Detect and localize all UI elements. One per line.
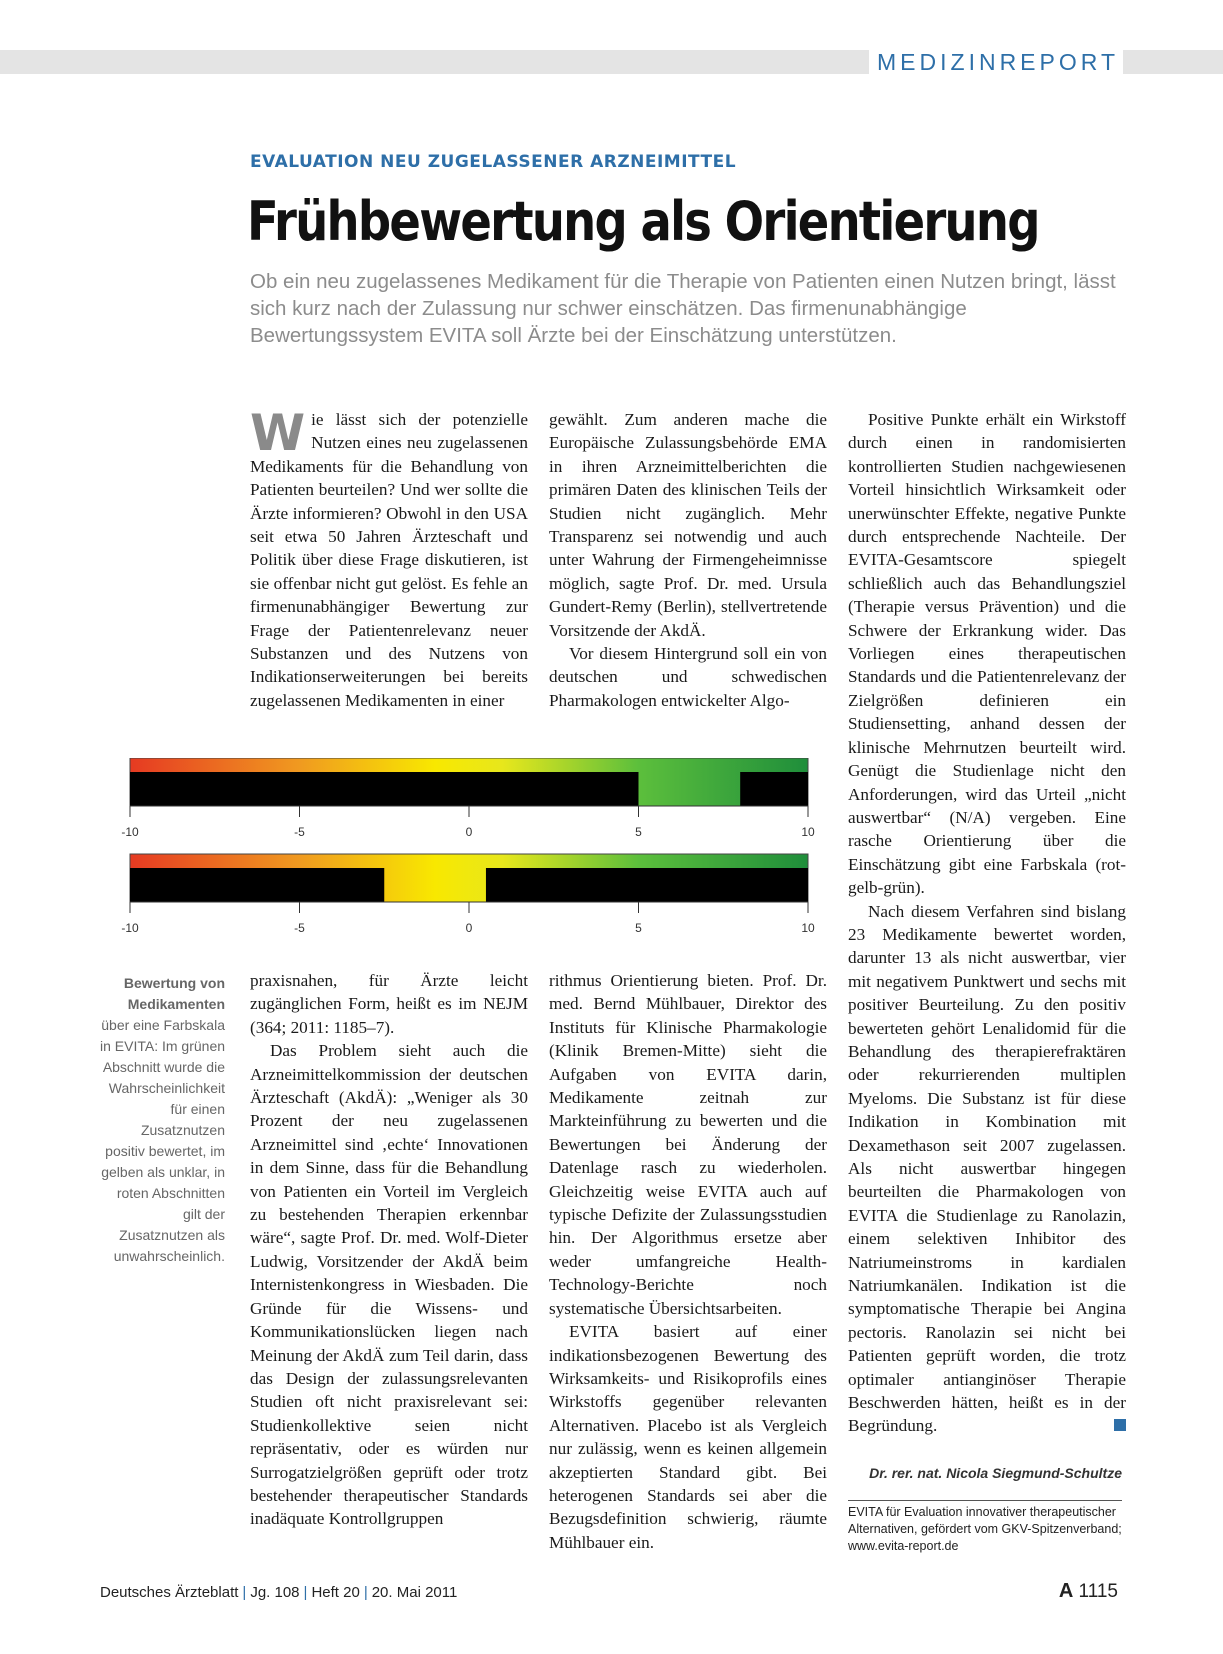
scale-tick-label: -10 [121, 921, 139, 935]
caption-text: über eine Farbskala in EVITA: Im grünen Abschnitt wurde die Wahrscheinlichkeit für einen Zusatznutzen positiv bewertet, im gelben als unklar, in roten Abschnitten gilt der Zusatznutzen als unwahrscheinlich. [100, 1017, 226, 1264]
page-number: A 1115 [1058, 1580, 1118, 1602]
author-byline: Dr. rer. nat. Nicola Siegmund-Schultze [869, 1465, 1122, 1481]
journal-date: 20. Mai 2011 [371, 1584, 458, 1601]
scale-tick-label: 5 [635, 921, 642, 935]
column-2-top [549, 408, 827, 712]
journal-name: Deutsches Ärzteblatt [100, 1584, 239, 1601]
journal-footer: Deutsches Ärzteblatt | Jg. 108 | Heft 20 | 20. Mai 2011 [100, 1584, 458, 1601]
footnote: EVITA für Evaluation innovativer therapeutischer Alternativen, gefördert vom GKV-Spitzenverband; www.evita-report.de [848, 1505, 1122, 1553]
scale-bar-mask-right [486, 868, 808, 902]
drop-cap: W [250, 404, 306, 462]
scale-tick-label: 10 [801, 825, 815, 839]
paragraph: rithmus Orientierung bieten. Prof. Dr. med. Bernd Mühlbauer, Direktor des Instituts für Klinische Pharmakologie (Klinik Bremen-Mitte) sieht die Aufgaben von EVITA darin, Medikamente zeitnah zur Markteinführung zu bewerten und die Bewertungen bei Änderung der Datenlage rasch zu wiederholen. Gleichzeitig weise EVITA auch auf typische Defizite der Zulassungsstudien hin. Der Algorithmus ersetze aber weder umfangreiche Health-Technology-Berichte noch systematische Übersichtsarbeiten. [549, 971, 827, 1318]
paragraph: ie lässt sich der potenzielle Nutzen eines neu zugelassenen Medikaments für die Behandlung von Patienten beurteilen? Und wer sollte die Ärzte informieren? Obwohl in den USA seit etwa 50 Jahren Ärzteschaft und Politik über diese Frage diskutieren, ist sie offenbar nicht gut gelöst. Es fehle an firmenunabhängiger Bewertung zur Frage der Patientenrelevanz neuer Substanzen und des Nutzens von Indikationserweiterungen bei bereits zugelassenen Medikamenten in einer [250, 410, 528, 710]
scale-tick-label: 0 [465, 825, 473, 839]
column-2-bottom [549, 969, 827, 1554]
paragraph: Vor diesem Hintergrund soll ein von deutschen und schwedischen Pharmakologen entwickelter Algo- [549, 644, 827, 710]
scale-tick-label: -5 [294, 921, 305, 935]
paragraph: Positive Punkte erhält ein Wirkstoff durch einen in randomisierten kontrollierten Studien nachgewiesenen Vorteil hinsichtlich Wirksamkeit oder unerwünschter Effekte, negative Punkte durch entsprechende Nachteile. Der EVITA-Gesamtscore spiegelt schließlich auch das Behandlungsziel (Therapie versus Prävention) und die Schwere der Erkrankung wider. Das Vorliegen eines therapeutischen Standards und die Patientenrelevanz der Zielgrößen definieren ein Studiensetting, anhand dessen der klinische Mehrnutzen beurteilt wird. Genügt die Studienlage nicht den Anforderungen, wird das Urteil „nicht auswertbar“ (N/A) vergeben. Eine rasche Orientierung über die Einschätzung gibt eine Farbskala (rot-gelb-grün). [848, 410, 1126, 898]
paragraph: praxisnahen, für Ärzte leicht zugänglichen Form, heißt es im NEJM (364; 2011: 1185–7). [250, 971, 528, 1037]
paragraph: gewählt. Zum anderen mache die Europäische Zulassungsbehörde EMA in ihren Arzneimittelberichten die primären Daten des klinischen Teils der Studien nicht zugänglich. Mehr Transparenz sei notwendig und auch unter Wahrung der Firmengeheimnisse möglich, sagte Prof. Dr. med. Ursula Gundert-Remy (Berlin), stellvertretende Vorsitzende der AkdÄ. [549, 410, 827, 640]
scale-bar-mask-left [130, 868, 384, 902]
article-title: Frühbewertung als Orientierung [247, 190, 1039, 253]
article-lead: Ob ein neu zugelassenes Medikament für die Therapie von Patienten einen Nutzen bringt, lässt sich kurz nach der Zulassung nur schwer einschätzen. Das firmenunabhängige Bewertungssystem EVITA soll Ärzte bei der Einschätzung unterstützen. [250, 270, 1116, 347]
footnote-divider [848, 1500, 1122, 1501]
caption-title: Bewertung von Medikamenten [123, 975, 225, 1012]
section-label: MEDIZINREPORT [869, 46, 1123, 78]
article-kicker: EVALUATION NEU ZUGELASSENER ARZNEIMITTEL [250, 152, 737, 172]
figure-caption [100, 973, 225, 1267]
scale-bar-mask-left [130, 772, 639, 806]
scale-tick-label: -10 [121, 825, 139, 839]
end-mark-icon [1114, 1419, 1126, 1431]
paragraph: Nach diesem Verfahren sind bislang 23 Medikamente bewertet worden, darunter 13 als nicht auswertbar, vier mit negativem Punktwert und sechs mit positiver Beurteilung. Zu den positiv bewerteten gehört Lenalidomid für die Behandlung des therapierefraktären oder rekurrierenden multiplen Myeloms. Die Substanz ist für diese Indikation in Kombination mit Dexamethason seit 2007 zugelassen. Als nicht auswertbar hingegen beurteilten die Pharmakologen von EVITA die Studienlage zu Ranolazin, einem selektiven Inhibitor des Natriumeinstroms in kardialen Natriumkanälen. Indikation ist die symptomatische Therapie bei Angina pectoris. Ranolazin sei nicht bei Patienten geprüft worden, die trotz optimaler antianginöser Therapie Beschwerden hätten, heißt es in der Begründung. [848, 901, 1126, 1436]
paragraph: EVITA basiert auf einer indikationsbezogenen Bewertung des Wirksamkeits- und Risikoprofils eines Wirkstoffs gegenüber relevanten Alternativen. Placebo ist als Vergleich nur zulässig, wenn es keinen allgemein akzeptierten Standard gibt. Bei heterogenen Standards sei aber die Bezugsdefinition schwierig, räumte Mühlbauer ein. [549, 1322, 827, 1552]
journal-issue: Heft 20 [311, 1584, 360, 1601]
journal-volume: Jg. 108 [250, 1584, 300, 1601]
column-3 [848, 408, 1126, 1438]
scale-bar-mask-right [740, 772, 808, 806]
scale-tick-label: 5 [635, 825, 642, 839]
scale-tick-label: 10 [801, 921, 815, 935]
scale-tick-label: -5 [294, 825, 305, 839]
column-1-top [250, 404, 528, 712]
scale-tick-label: 0 [465, 921, 473, 935]
evita-color-scale-figure [118, 758, 818, 948]
column-1-bottom [250, 969, 528, 1531]
paragraph: Das Problem sieht auch die Arzneimittelkommission der deutschen Ärzteschaft (AkdÄ): „Weniger als 30 Prozent der neu zugelassenen Arzneimittel sind ‚echte‘ Innovationen in dem Sinne, dass für die Behandlung von Patienten ein Vorteil im Vergleich zu bestehenden Therapien erkennbar wäre“, sagte Prof. Dr. med. Wolf-Dieter Ludwig, Vorsitzender der AkdÄ beim Internistenkongress in Wiesbaden. Die Gründe für die Wissens- und Kommunikationslücken liegen nach Meinung der AkdÄ zum Teil darin, dass das Design der zulassungsrelevanten Studien oft nicht praxisrelevant sei: Studienkollektive seien nicht repräsentativ, oder es würden nur Surrogatzielgrößen geprüft oder trotz bestehender therapeutischer Standards inadäquate Kontrollgruppen [250, 1041, 528, 1529]
